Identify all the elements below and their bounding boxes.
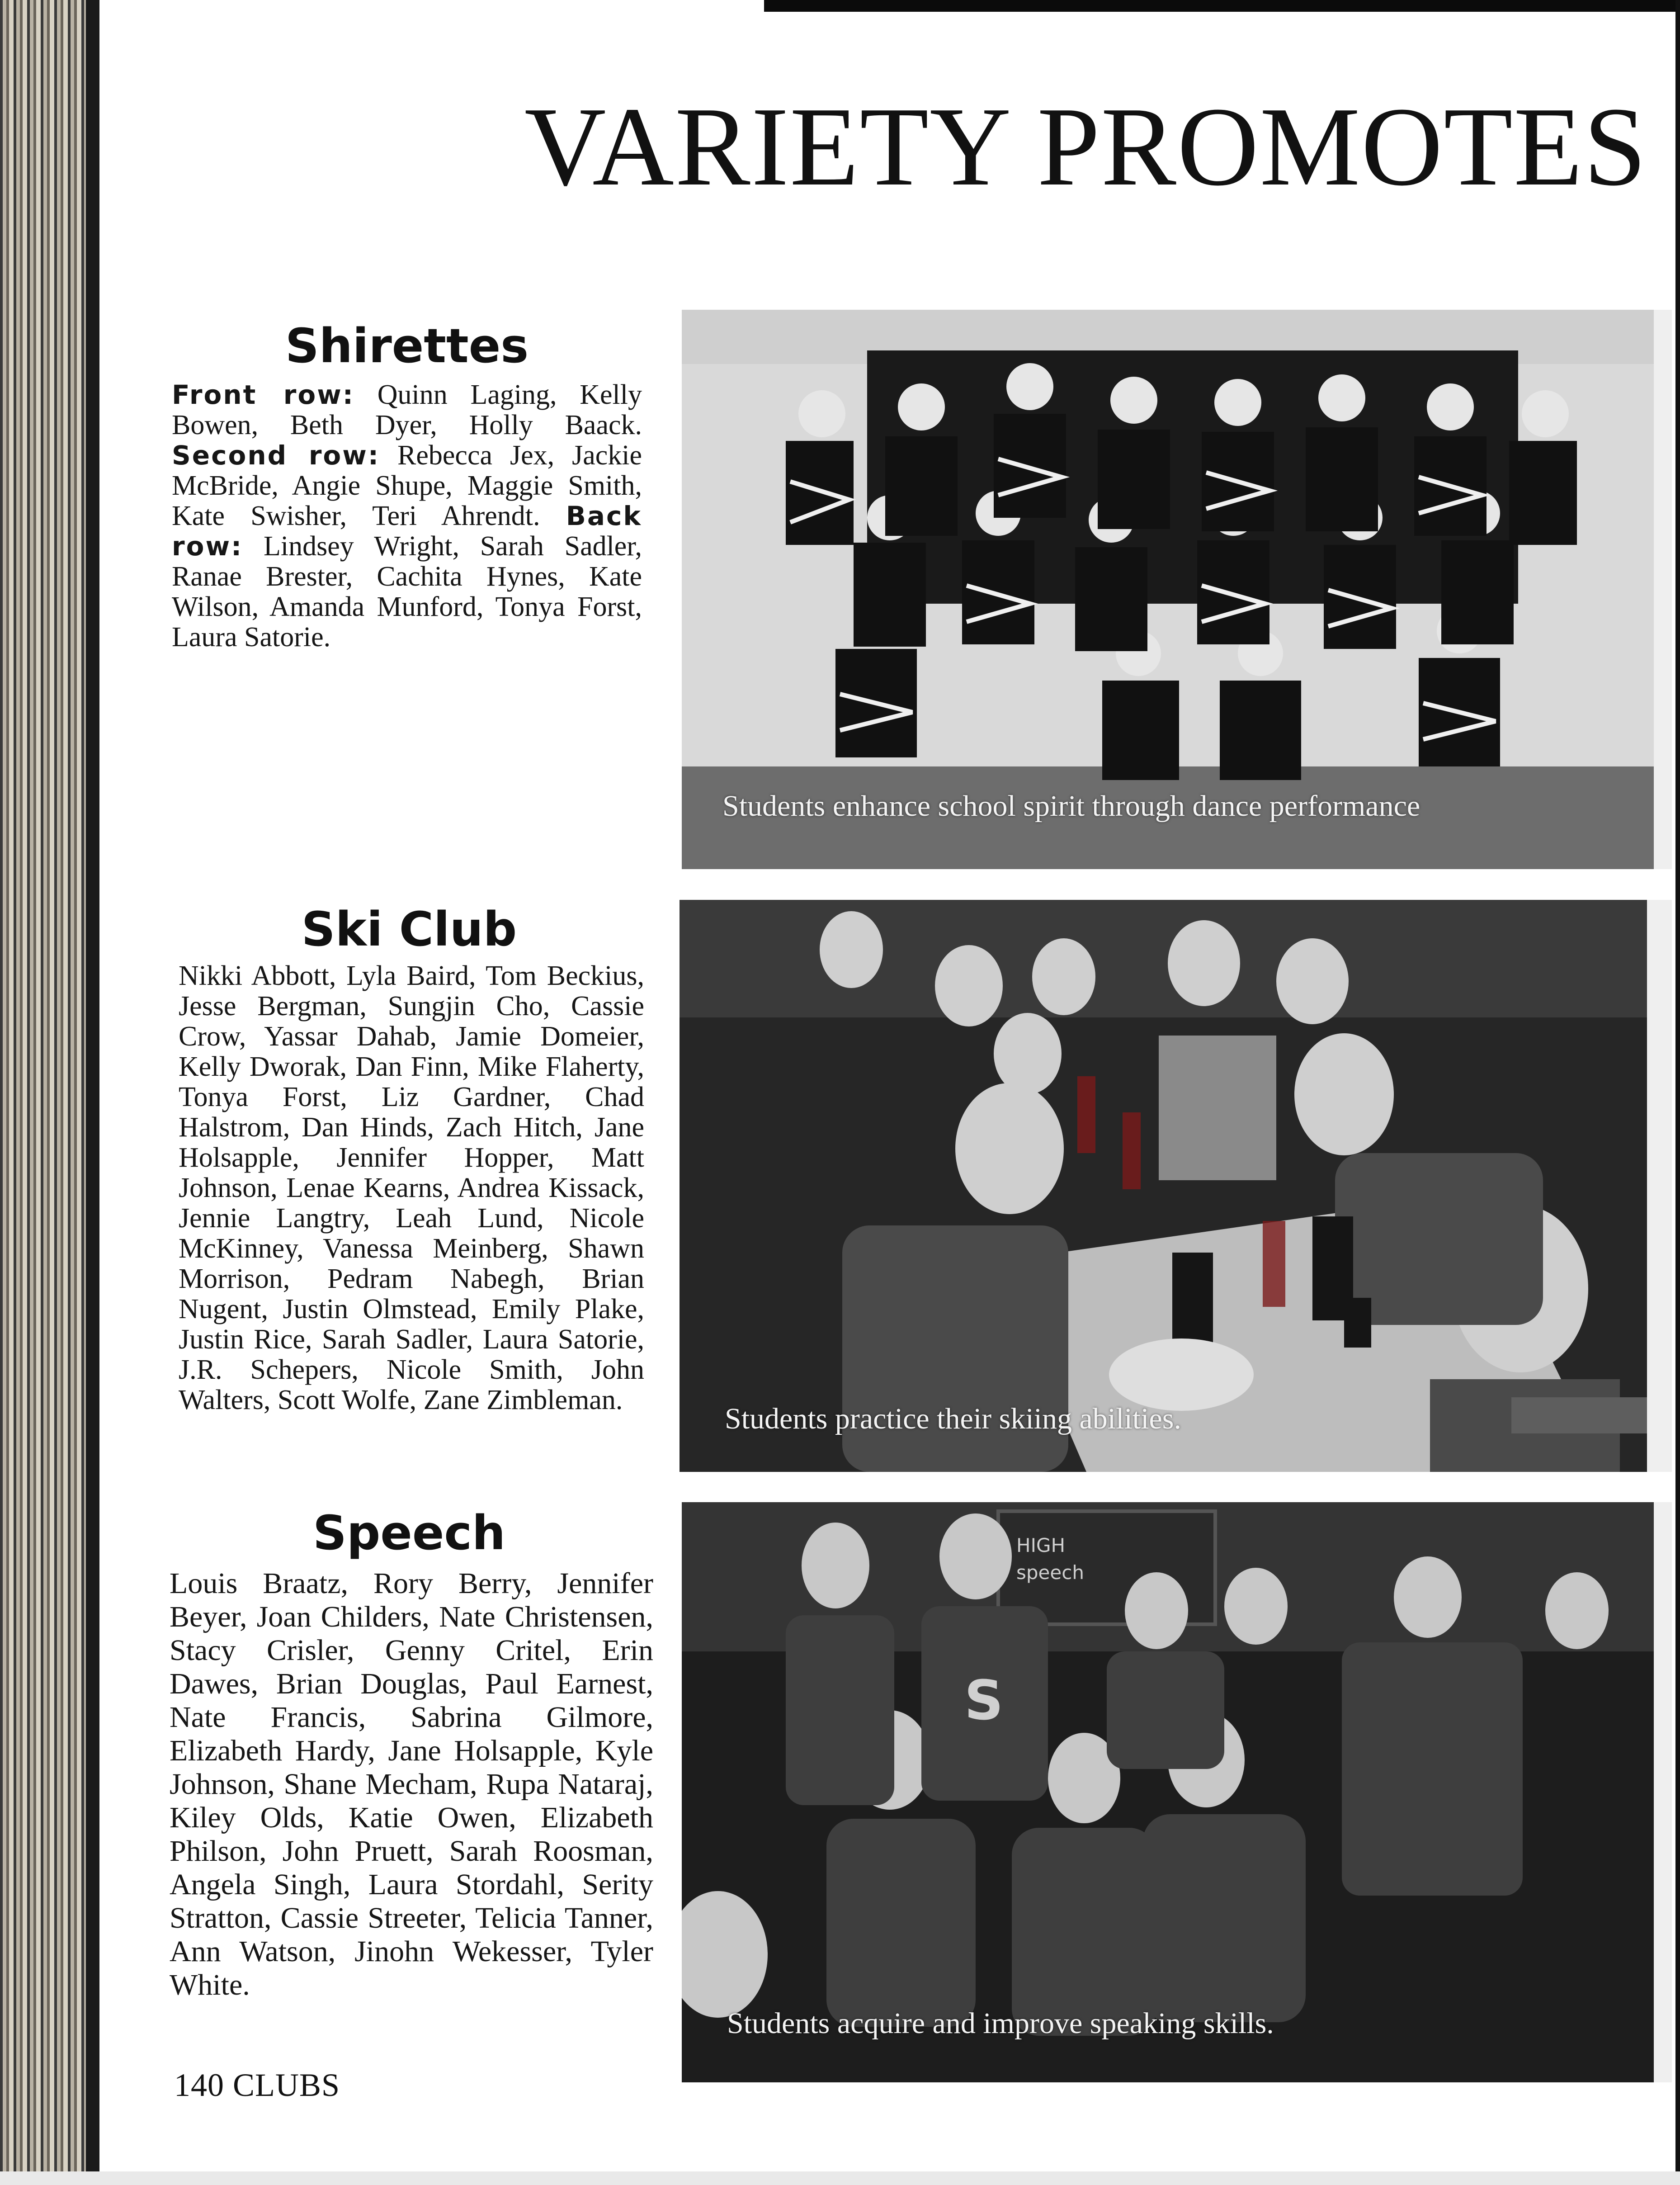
shirettes-front-row-label: Front row: [172,379,355,410]
scan-border-right [1675,0,1680,2185]
speech-photo-image [682,1502,1672,2082]
scan-border-bottom [0,2171,1680,2185]
ski-club-photo [680,900,1672,1472]
shirettes-photo-image [682,310,1672,869]
scan-border-top [764,0,1680,12]
shirettes-back-row-names: Lindsey Wright, Sarah Sadler, Ranae Brester, Cachita Hynes, Kate Wilson, Amanda Munford, Tonya Forst, Laura Satorie. [172,531,642,653]
shirettes-photo [682,310,1672,869]
speech-photo [682,1502,1672,2082]
ski-club-photo-image [680,900,1672,1472]
speech-roster: Louis Braatz, Rory Berry, Jennifer Beyer, Joan Childers, Nate Christensen, Stacy Crisler, Genny Critel, Erin Dawes, Brian Douglas, Paul Earnest, Nate Francis, Sabrina Gilmore, Elizabeth Hardy, Jane Holsapple, Kyle Johnson, Shane Mecham, Rupa Nataraj, Kiley Olds, Katie Owen, Elizabeth Philson, John Pruett, Sarah Roosman, Angela Singh, Laura Stordahl, Serity Stratton, Cassie Streeter, Telicia Tanner, Ann Watson, Jinohn Wekesser, Tyler White. [170,1567,653,2001]
shirettes-front-row-names: Quinn Laging, Kelly Bowen, Beth Dyer, Holly Baack. [172,379,642,440]
ski-club-photo-caption: Students practice their skiing abilities. [725,1402,1181,1435]
shirettes-heading: Shirettes [285,318,529,374]
ski-club-roster: Nikki Abbott, Lyla Baird, Tom Beckius, Jesse Bergman, Sungjin Cho, Cassie Crow, Yassar Dahab, Jamie Domeier, Kelly Dworak, Dan Finn, Mike Flaherty, Tonya Forst, Liz Gardner, Chad Halstrom, Dan Hinds, Zach Hitch, Jane Holsapple, Jennifer Hopper, Matt Johnson, Lenae Kearns, Andrea Kissack, Jennie Langtry, Leah Lund, Nicole McKinney, Vanessa Meinberg, Shawn Morrison, Pedram Nabegh, Brian Nugent, Justin Olmstead, Emily Plake, Justin Rice, Sarah Sadler, Laura Satorie, J.R. Schepers, Nicole Smith, John Walters, Scott Wolfe, Zane Zimbleman. [179,960,644,1415]
shirettes-back-row-label: Back row: [172,501,642,562]
letter-jacket-letter: S [964,1669,1004,1732]
ski-club-heading: Ski Club [301,902,517,957]
shirettes-roster [172,380,642,653]
page-edge-stack [0,0,99,2185]
shirettes-second-row-names: Rebecca Jex, Jackie McBride, Angie Shupe, Maggie Smith, Kate Swisher, Teri Ahrendt. [172,440,642,531]
speech-heading: Speech [312,1505,506,1561]
shirettes-photo-caption: Students enhance school spirit through dance performance [722,790,1420,823]
speech-photo-caption: Students acquire and improve speaking skills. [727,2007,1274,2040]
shirettes-second-row-label: Second row: [172,440,380,471]
page-folio: 140 CLUBS [174,2067,340,2103]
speech-sign-line2: speech [1016,1561,1084,1584]
speech-sign-line1: HIGH [1016,1534,1066,1556]
page-title: VARIETY PROMOTES [524,84,1647,209]
